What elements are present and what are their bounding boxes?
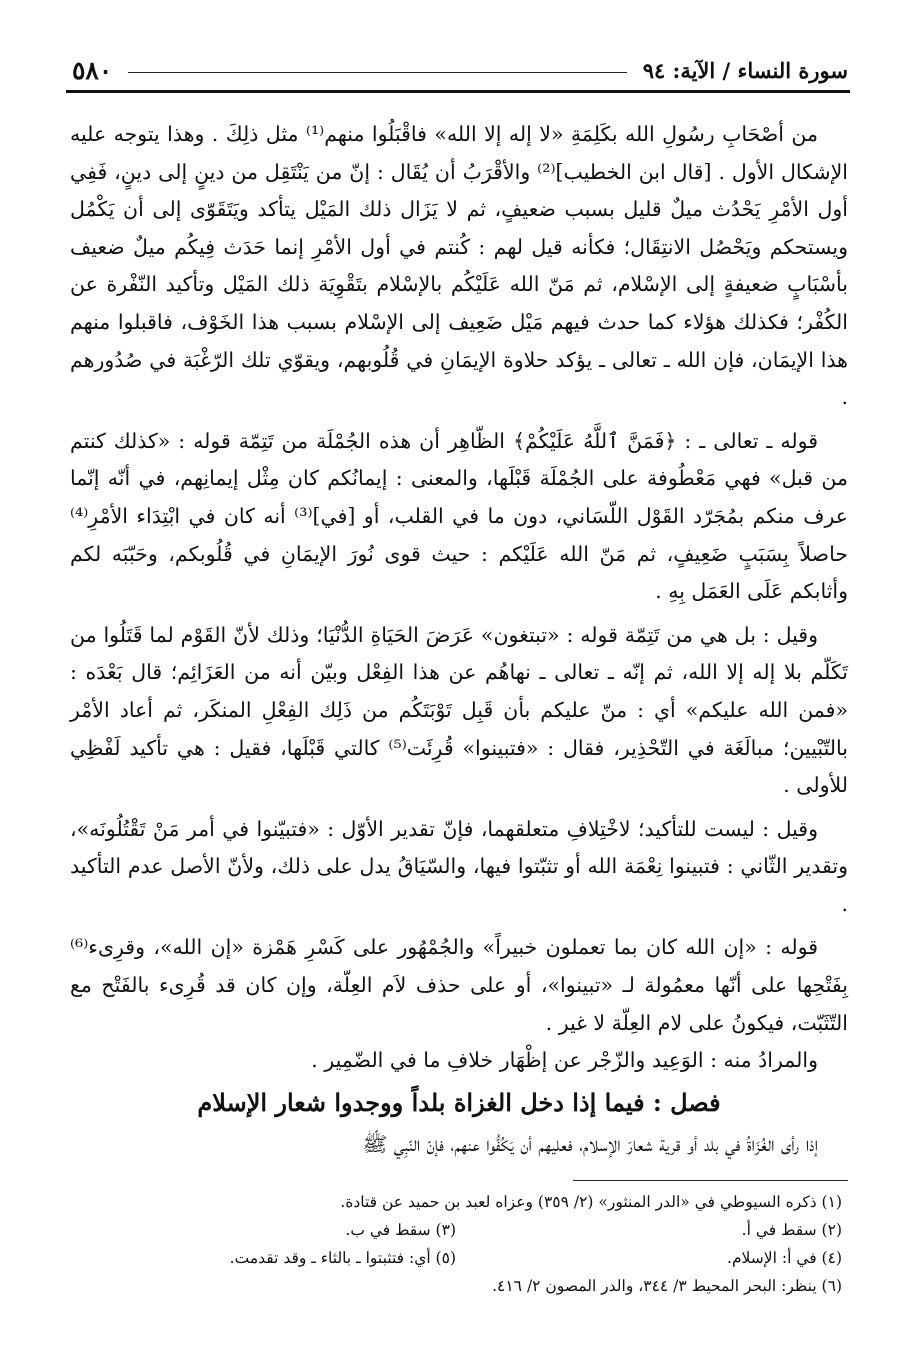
page-number: ٥٨٠	[72, 55, 113, 85]
footnote-rule	[573, 1180, 848, 1181]
page-header	[72, 50, 848, 90]
page-body	[70, 116, 848, 1163]
paragraph-5: قوله : «إن الله كان بما تعملون خبيراً» والجُمْهُور على كَسْرِ هَمْزة «إن الله»، وقرِىء⁽⁶⁾ بِفَتْحِها على أنّها معمُولة لـ «تبينوا»، أو على حذف لاَم العِلّة، وإن كان قد قُرِىء بالفَتْح مع التّثَبّت، فيكونُ على لام العِلّة لا غير .	[70, 935, 848, 1035]
footnote-5: (٥) أي: فتثبتوا ـ بالثاء ـ وقد تقدمت.	[229, 1249, 456, 1267]
footnote-2: (٢) سقط في أ.	[741, 1221, 842, 1239]
section-paragraph: إذا رأى الغُزَاةُ في بلد أو قرية شعارَ الإسلام، فعليهم أن يَكُفُّوا عنهم، فإنّ النّبِي ﷺ	[362, 1131, 818, 1156]
footnote-row-2	[70, 1216, 842, 1244]
header-line	[128, 72, 626, 73]
paragraph-1: من أصْحَابِ رسُولِ الله بكَلِمَةِ «لا إله إلا الله» فاقْبَلُوا منهم⁽¹⁾ مثل ذلِكَ . وهذا يتوجه عليه الإشكال الأول . [قال ابن الخطيب]⁽²⁾ والأقْرَبُ أن يُقَال : إنّ من يَنْتَقِل من دينٍ إلى دينٍ، فَفِي أول الأمْرِ يَحْدُث ميلٌ قليل بسبب ضعيفٍ، ثم لا يَزَال ذلك المَيْل يتأكد ويَتَقَوّى إلى أن يَكْمُل ويستحكم ويَحْصُل الانتِقَال؛ فكأنه قيل لهم : كُنتم في أول الأمْرِ إنما حَدَث فِيكُم ميلٌ ضعيف بأسْبَابٍ ضعيفةٍ إلى الإسْلام، ثم مَنّ الله عَلَيْكُم بالإسْلام بتَقْوِيَة ذلك المَيْل وتأكيد النّفْرة عن الكُفْر؛ فكذلك هؤلاء كما حدث فيهم مَيْل ضَعِيف إلى الإسْلام بسبب هذا الخَوْف، فاقبلوا منهم هذا الإيمَان، فإن الله ـ تعالى ـ يؤكد حلاوة الإيمَانِ في قُلُوبهم، ويقوّي تلك الرّغْبَة في صُدُورهم .	[70, 122, 848, 410]
paragraph-3: وقيل : بل هي من تَتِمّة قوله : «تبتغون» عَرَضَ الحَيَاةِ الدُّنْيَا؛ وذلك لأنّ القَوْم لما قَتَلُوا من تَكَلّم بلا إله إلا الله، ثم إنّه ـ تعالى ـ نهاهُم عن هذا الفِعْل وبيّن أنه من العَزَائِم؛ قال بَعْدَه : «فمن الله عليكم» أي : منّ عليكم بأن قَبِل تَوْبَتَكُم من ذَلِك الفِعْلِ المنكَر، ثم أعاد الأمْر بالتّبْيين؛ مبالَغَة في التّحْذِير، فقال : «فتبينوا» قُرِئَت⁽⁵⁾ كالتي قَبْلَها، فقيل : هي تأكيد لَفْظِي للأولى .	[70, 622, 848, 798]
header-rule	[66, 90, 850, 93]
footnote-6: (٦) ينظر: البحر المحيط ٣/ ٣٤٤، والدر المصون ٢/ ٤١٦.	[492, 1277, 842, 1295]
footnote-3: (٣) سقط في ب.	[345, 1221, 456, 1239]
footnote-row-1	[70, 1188, 842, 1216]
footnote-4: (٤) في أ: الإسلام.	[727, 1249, 842, 1267]
sura-title: سورة النساء / الآية: ٩٤	[642, 57, 848, 83]
paragraph-6: والمرادُ منه : الوَعِيد والزّجْر عن إظْهَار خلافِ ما في الضّمِير .	[311, 1048, 818, 1073]
paragraph-4: وقيل : ليست للتأكيد؛ لاخْتِلافِ متعلقهما، فإنّ تقدير الأوّل : «فتبيّنوا في أمر مَنْ تَقْتُلُونَه»، وتقدير الثّاني : فتبينوا نِعْمَة الله أو تثبّتوا فيها، والسّيَاقُ يدل على ذلك، ولأنّ الأصل عدم التأكيد .	[70, 816, 848, 916]
footnotes	[70, 1188, 842, 1300]
footnote-row-4	[70, 1272, 842, 1300]
footnote-1: (١) ذكره السيوطي في «الدر المنثور» (٢/ ٣٥٩) وعزاه لعبد بن حميد عن قتادة.	[340, 1193, 842, 1211]
section-title: فصل : فيما إذا دخل الغزاة بلداً ووجدوا شعار الإسلام	[197, 1087, 721, 1117]
footnote-row-3	[70, 1244, 842, 1272]
paragraph-2: قوله ـ تعالى ـ : ﴿فَمَنَّ ٱللَّهُ عَلَيْكُمْ﴾ الظّاهِر أن هذه الجُمْلَة من تَتِمّة قوله : «كذلك كنتم من قبل» فهي مَعْطُوفة على الجُمْلَة قَبْلَها، والمعنى : إيمانُكم كان مِثْل إيمانِهم، في أنّه إنّما عرف منكم بمُجَرّد القَوْل اللّسَاني، دون ما في القلب، أو [في]⁽³⁾ أنه كان في ابْتِدَاء الأمْرِ⁽⁴⁾ حاصلاً بِسَبَبٍ ضَعِيفٍ، ثم مَنّ الله عَلَيْكم : حيث قوى نُورَ الإيمَانِ في قُلُوبكم، وحَبّبَه لكم وأثابكم عَلَى العَمَل بِهِ .	[70, 428, 848, 604]
